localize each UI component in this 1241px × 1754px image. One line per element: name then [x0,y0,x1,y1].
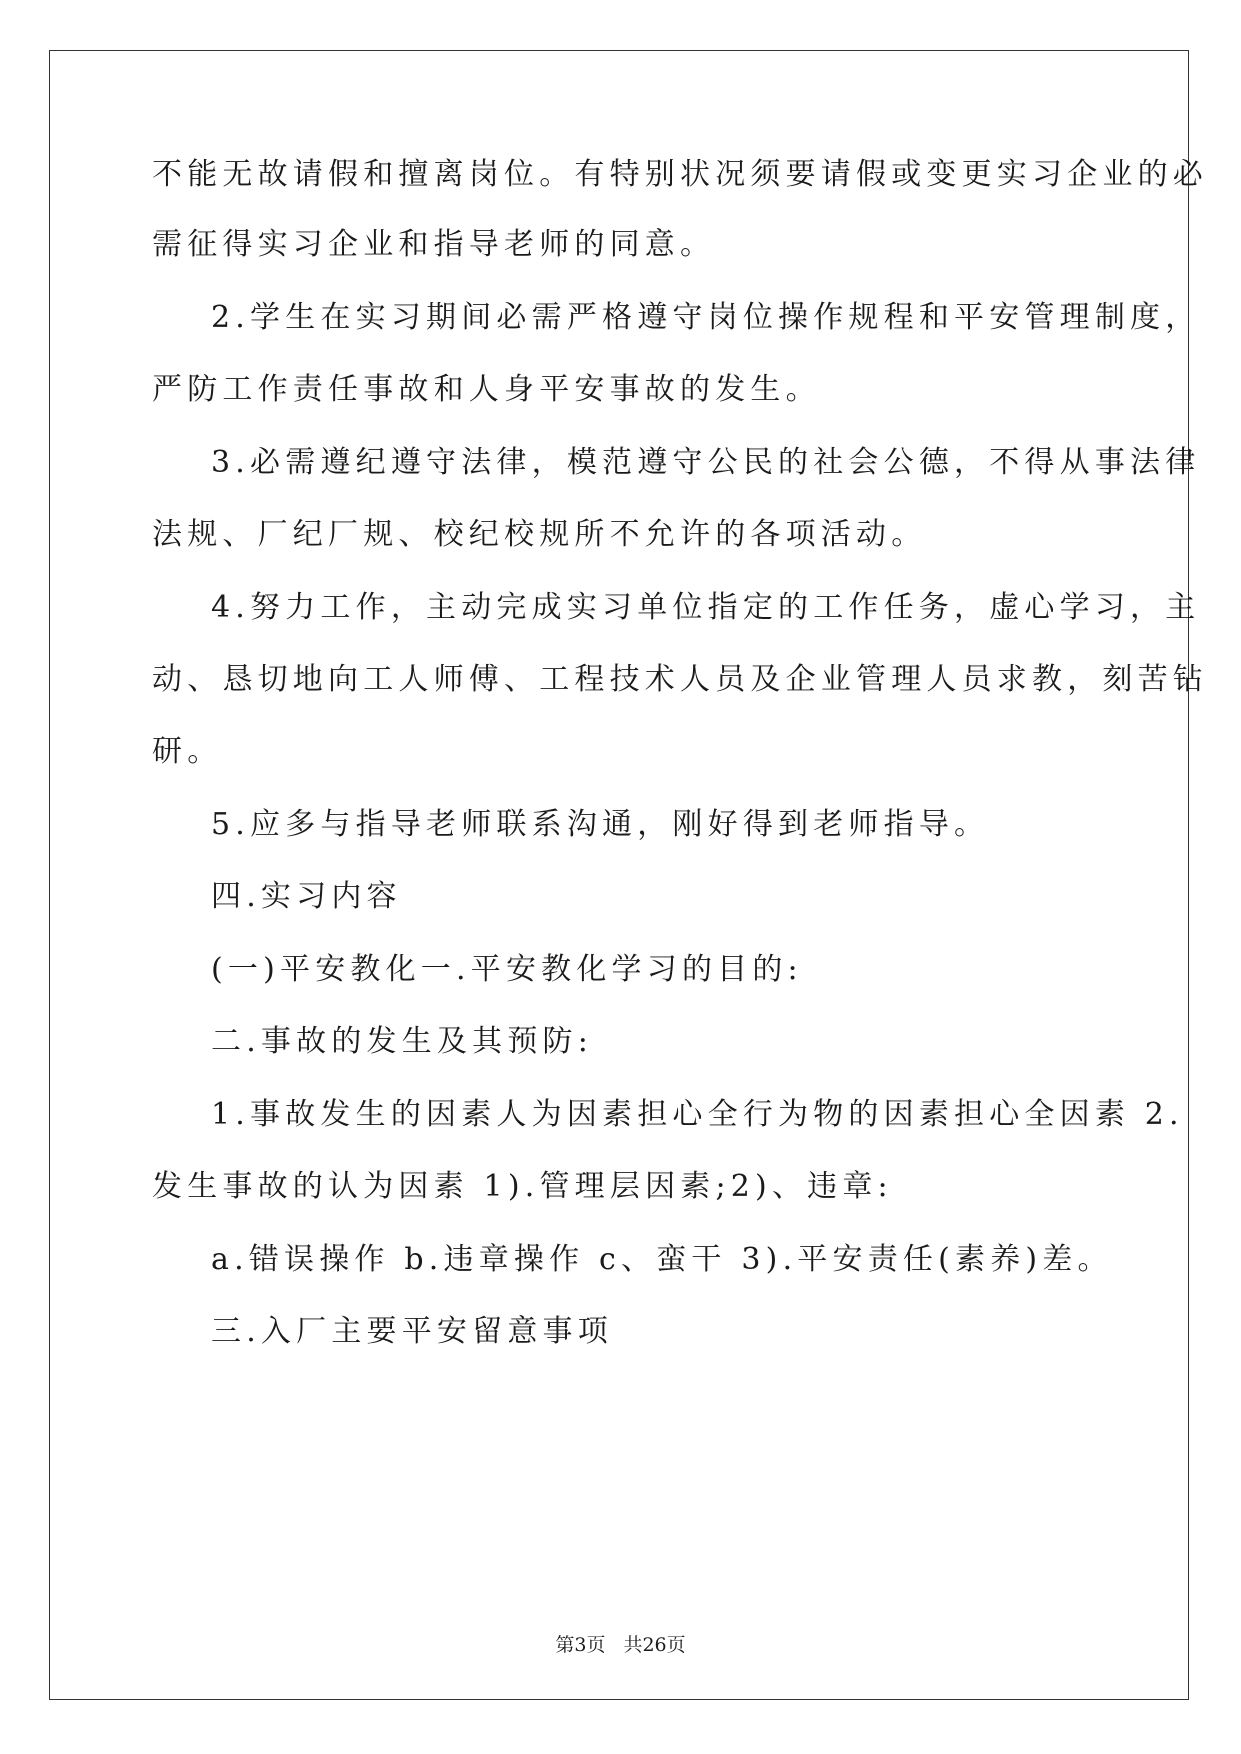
body-line-14: 1.事故发生的因素人为因素担心全行为物的因素担心全因素 2. [211,1097,1184,1132]
body-line-12: (一)平安教化一.平安教化学习的目的: [211,952,803,987]
body-line-3: 2.学生在实习期间必需严格遵守岗位操作规程和平安管理制度， [211,300,1201,335]
page-total: 共26页 [623,1634,686,1656]
body-line-13: 二.事故的发生及其预防: [211,1024,594,1059]
body-line-1: 不能无故请假和擅离岗位。有特别状况须要请假或变更实习企业的必 [152,157,1208,192]
section-heading-4: 四.实习内容 [211,879,402,914]
page-footer [0,1633,1241,1657]
page-number: 第3页 [555,1634,606,1656]
body-line-9: 研。 [152,734,223,769]
body-line-4: 严防工作责任事故和人身平安事故的发生。 [152,372,821,407]
body-line-7: 4.努力工作，主动完成实习单位指定的工作任务，虚心学习，主 [211,590,1201,625]
body-line-10: 5.应多与指导老师联系沟通，刚好得到老师指导。 [211,807,990,842]
body-line-15: 发生事故的认为因素 1).管理层因素;2)、违章: [152,1169,893,1204]
body-line-17: 三.入厂主要平安留意事项 [211,1314,613,1349]
body-line-6: 法规、厂纪厂规、校纪校规所不允许的各项活动。 [152,517,927,552]
body-line-5: 3.必需遵纪遵守法律，模范遵守公民的社会公德，不得从事法律 [211,445,1201,480]
body-line-2: 需征得实习企业和指导老师的同意。 [152,227,716,262]
body-line-8: 动、恳切地向工人师傅、工程技术人员及企业管理人员求教，刻苦钻 [152,662,1208,697]
body-line-16: a.错误操作 b.违章操作 c、蛮干 3).平安责任(素养)差。 [211,1242,1113,1277]
